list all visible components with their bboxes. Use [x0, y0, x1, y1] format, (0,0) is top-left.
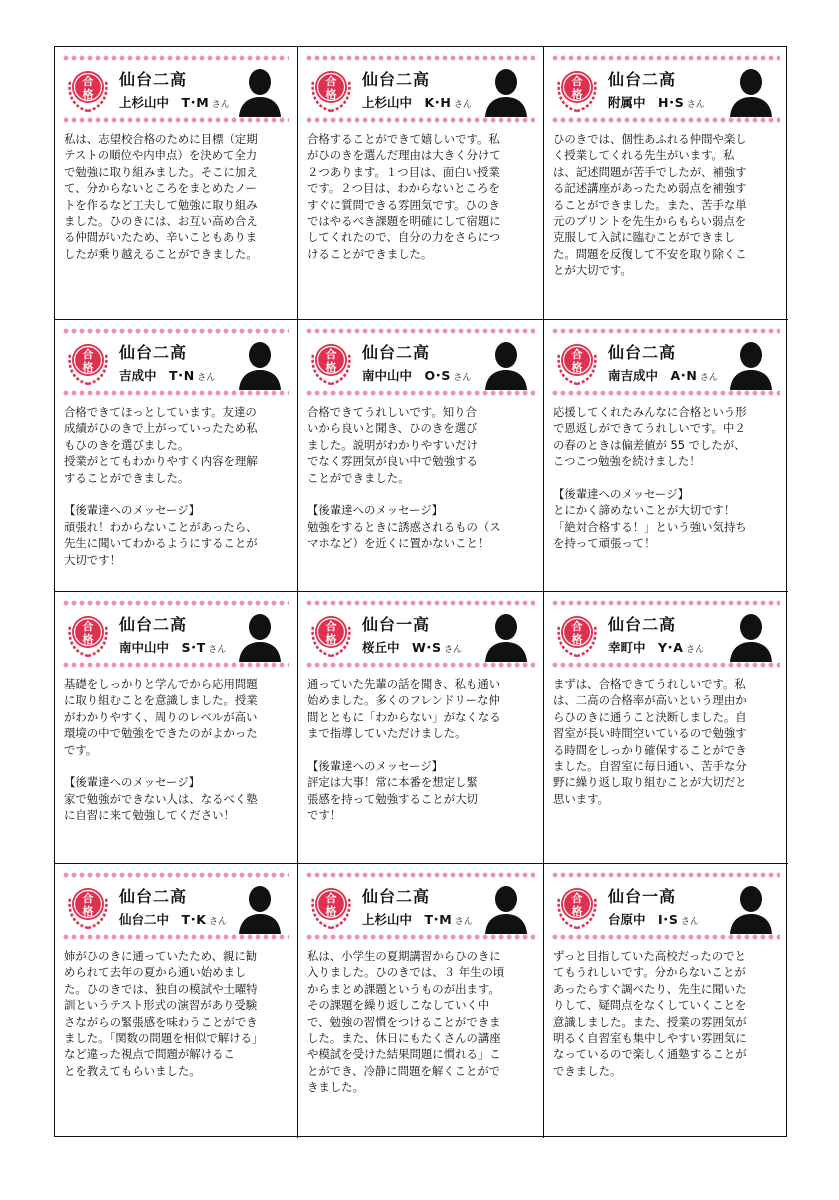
testimonial-card: [544, 864, 788, 1138]
testimonial-card: [298, 864, 544, 1138]
flower-border-bottom: [63, 117, 289, 123]
testimonial-text: 私は、志望校合格のために目標（定期 テストの順位や内申点）を決めて全力 で勉強に取り組みました。そこに加え て、分からないところをまとめたノー トを作るなど工夫して勉強に取り組み ました。ひのきには、お互い高め合え る仲間がいたため、辛いこともありま したが乗り越えることができました。: [64, 132, 258, 261]
testimonial-text: 姉がひのきに通っていたため、親に勧 められて去年の夏から通い始めまし た。ひのきでは、独自の模試や土曜特 訓というテスト形式の演習があり受験 さながらの緊張感を味わうことができ ました。「関数の問題を相似で解ける」 など違った視点で問題が解けるこ とを教えてもらいました。: [64, 949, 264, 1078]
honorific: さん: [686, 100, 705, 110]
student-label: 吉成中 T･N さん: [119, 368, 216, 383]
honorific: さん: [699, 373, 718, 383]
flower-border-top: [306, 55, 535, 61]
flower-border-top: [552, 600, 780, 606]
testimonial-grid: [54, 46, 787, 1137]
person-silhouette-icon: [728, 65, 774, 117]
pass-badge-icon: [554, 63, 600, 115]
testimonial-card: [544, 320, 788, 592]
student-label: 上杉山中 T･M さん: [362, 912, 473, 927]
card-header: [552, 55, 780, 123]
pass-badge-icon: [65, 63, 111, 115]
card-header: [63, 872, 289, 940]
honorific: さん: [453, 373, 472, 383]
student-label: 南中山中 O･S さん: [362, 368, 472, 383]
testimonial-text: 合格できてほっとしています。友達の 成績がひのきで上がっていったため私 もひのきを選びました。 授業がとてもわかりやすく内容を理解 することができました。 【後輩達へのメッセージ】 頑張れ！わからないことがあったら、 先生に聞いてわかるようにすることが 大切です！: [64, 405, 258, 567]
svg-text:合: 合: [571, 892, 583, 905]
school-name: 仙台二高: [362, 70, 431, 89]
testimonial-text: 基礎をしっかりと学んでから応用問題 に取り組むことを意識しました。授業 がわかりやすく、周りのレベルが高い 環境の中で勉強をできたのがよかった です。 【後輩達へのメッセージ】 家で勉強ができない人は、なるべく塾 に自習に来て勉強してください！: [64, 677, 258, 823]
flower-border-top: [552, 55, 780, 61]
pass-badge-icon: [554, 336, 600, 388]
school-name: 仙台二高: [362, 343, 431, 362]
card-header: [306, 872, 535, 940]
testimonial-text: 合格できてうれしいです。知り合 いから良いと聞き、ひのきを選び ました。説明がわかりやすいだけ でなく雰囲気が良い中で勉強する ことができました。 【後輩達へのメッセージ】 勉強をするときに誘惑されるもの（ス マホなど）を近くに置かないこと！: [307, 405, 501, 551]
person-silhouette-icon: [483, 882, 529, 934]
school-name: 仙台二高: [119, 343, 188, 362]
testimonial-card: [55, 592, 298, 864]
flower-border-top: [552, 872, 780, 878]
flower-border-top: [306, 328, 535, 334]
testimonial-text: まずは、合格できてうれしいです。私 は、二高の合格率が高いという理由か らひのきに通うこと決断しました。自 習室が長い時間空いているので勉強す る時間をしっかり確保することができ ました。自習室に毎日通い、苦手な分 野に繰り返し取り組むことが大切だと 思います。: [553, 677, 747, 806]
student-label: 幸町中 Y･A さん: [608, 640, 704, 655]
honorific: さん: [208, 645, 227, 655]
svg-text:格: 格: [82, 905, 94, 918]
student-label: 仙台二中 T･K さん: [119, 912, 227, 927]
testimonial-card: [55, 864, 298, 1138]
svg-text:合: 合: [82, 348, 94, 361]
card-header: [552, 600, 780, 668]
flower-border-bottom: [306, 934, 535, 940]
card-header: [306, 600, 535, 668]
honorific: さん: [444, 645, 463, 655]
flower-border-top: [552, 328, 780, 334]
testimonial-card: [55, 320, 298, 592]
svg-text:格: 格: [82, 633, 94, 646]
school-name: 仙台二高: [119, 70, 188, 89]
pass-badge-icon: [65, 880, 111, 932]
testimonial-card: [298, 592, 544, 864]
school-name: 仙台一高: [362, 615, 431, 634]
svg-text:格: 格: [571, 88, 583, 101]
svg-text:格: 格: [325, 905, 337, 918]
pass-badge-icon: [308, 608, 354, 660]
svg-text:格: 格: [571, 633, 583, 646]
flower-border-bottom: [63, 390, 289, 396]
flower-border-bottom: [552, 117, 780, 123]
flower-border-top: [63, 600, 289, 606]
honorific: さん: [453, 100, 472, 110]
person-silhouette-icon: [237, 610, 283, 662]
card-header: [63, 328, 289, 396]
student-label: 南中山中 S･T さん: [119, 640, 227, 655]
pass-badge-icon: [554, 608, 600, 660]
flower-border-bottom: [552, 934, 780, 940]
svg-text:合: 合: [571, 620, 583, 633]
person-silhouette-icon: [237, 338, 283, 390]
testimonial-text: ずっと目指していた高校だったのでと てもうれしいです。分からないことが あったらすぐ調べたり、先生に聞いた りして、疑問点をなくしていくことを 意識しました。また、授業の雰囲気が 明るく自習室も集中しやすい雰囲気に なっているので楽しく通塾することが できました。: [553, 949, 747, 1078]
svg-text:合: 合: [82, 892, 94, 905]
person-silhouette-icon: [728, 610, 774, 662]
svg-text:合: 合: [325, 348, 337, 361]
student-label: 上杉山中 K･H さん: [362, 95, 472, 110]
svg-text:格: 格: [571, 361, 583, 374]
school-name: 仙台一高: [608, 887, 677, 906]
person-silhouette-icon: [483, 610, 529, 662]
card-header: [63, 55, 289, 123]
honorific: さん: [208, 917, 227, 927]
honorific: さん: [680, 917, 699, 927]
testimonial-card: [298, 47, 544, 320]
svg-text:格: 格: [325, 361, 337, 374]
school-name: 仙台二高: [119, 887, 188, 906]
svg-text:合: 合: [325, 75, 337, 88]
testimonial-text: ひのきでは、個性あふれる仲間や楽し く授業してくれる先生がいます。私 は、記述問題が苦手でしたが、補強す る記述講座があったため弱点を補強す ることができました。また、苦手な単 元のプリントを先生からもらい弱点を 克服して入試に臨むことができまし た。問題を反復して不安を取り除くこ とが大切です。: [553, 132, 747, 278]
honorific: さん: [454, 917, 473, 927]
pass-badge-icon: [308, 63, 354, 115]
pass-badge-icon: [65, 336, 111, 388]
testimonial-text: 合格することができて嬉しいです。私 がひのきを選んだ理由は大きく分けて ２つあります。１つ目は、面白い授業 です。２つ目は、わからないところを すぐに質問できる雰囲気です。ひのき ではやるべき課題を明確にして宿題に してくれたので、自分の力をさらにつ けることができました。: [307, 132, 501, 261]
flower-border-bottom: [306, 117, 535, 123]
pass-badge-icon: [554, 880, 600, 932]
honorific: さん: [211, 100, 230, 110]
student-label: 上杉山中 T･M さん: [119, 95, 230, 110]
card-header: [552, 328, 780, 396]
person-silhouette-icon: [728, 338, 774, 390]
svg-text:合: 合: [571, 75, 583, 88]
flower-border-bottom: [306, 390, 535, 396]
school-name: 仙台二高: [362, 887, 431, 906]
student-label: 南吉成中 A･N さん: [608, 368, 718, 383]
pass-badge-icon: [308, 336, 354, 388]
svg-text:合: 合: [325, 620, 337, 633]
flower-border-top: [63, 55, 289, 61]
testimonial-text: 私は、小学生の夏期講習からひのきに 入りました。ひのきでは、３ 年生の頃 からまとめ課題というものが出ます。 その課題を繰り返しこなしていく中 で、勉強の習慣をつけることができま した。また、休日にもたくさんの講座 や模試を受けた結果問題に慣れる」こ とができ、冷静に問題を解くことがで きました。: [307, 949, 505, 1095]
flower-border-top: [63, 328, 289, 334]
person-silhouette-icon: [483, 65, 529, 117]
card-header: [306, 55, 535, 123]
flower-border-bottom: [552, 390, 780, 396]
student-label: 桜丘中 W･S さん: [362, 640, 463, 655]
testimonial-card: [55, 47, 298, 320]
honorific: さん: [197, 373, 216, 383]
svg-text:格: 格: [571, 905, 583, 918]
svg-text:合: 合: [571, 348, 583, 361]
pass-badge-icon: [308, 880, 354, 932]
school-name: 仙台二高: [608, 70, 677, 89]
school-name: 仙台二高: [608, 343, 677, 362]
svg-text:合: 合: [82, 75, 94, 88]
flower-border-top: [306, 600, 535, 606]
honorific: さん: [685, 645, 704, 655]
flower-border-bottom: [63, 662, 289, 668]
svg-text:格: 格: [325, 88, 337, 101]
flower-border-top: [63, 872, 289, 878]
person-silhouette-icon: [237, 65, 283, 117]
testimonial-text: 応援してくれたみんなに合格という形 で恩返しができてうれしいです。中２ の春のときは偏差値が 55 でしたが、 こつこつ勉強を続けました！ 【後輩達へのメッセージ】 とにかく諦めないことが大切です！ 「絶対合格する！」という強い気持ち を持って頑張って！: [553, 405, 747, 551]
card-header: [306, 328, 535, 396]
pass-badge-icon: [65, 608, 111, 660]
testimonial-card: [544, 47, 788, 320]
svg-text:格: 格: [325, 633, 337, 646]
svg-text:合: 合: [325, 892, 337, 905]
testimonial-card: [298, 320, 544, 592]
student-label: 台原中 I･S さん: [608, 912, 699, 927]
svg-text:合: 合: [82, 620, 94, 633]
flower-border-bottom: [306, 662, 535, 668]
flower-border-bottom: [552, 662, 780, 668]
testimonial-text: 通っていた先輩の話を聞き、私も通い 始めました。多くのフレンドリーな仲 間とともに「わからない」がなくなる まで指導していただけました。 【後輩達へのメッセージ】 評定は大事！常に本番を想定し緊 張感を持って勉強することが大切 です！: [307, 677, 501, 823]
person-silhouette-icon: [728, 882, 774, 934]
student-label: 附属中 H･S さん: [608, 95, 705, 110]
card-header: [552, 872, 780, 940]
testimonial-card: [544, 592, 788, 864]
person-silhouette-icon: [483, 338, 529, 390]
card-header: [63, 600, 289, 668]
svg-text:格: 格: [82, 88, 94, 101]
flower-border-bottom: [63, 934, 289, 940]
svg-text:格: 格: [82, 361, 94, 374]
school-name: 仙台二高: [608, 615, 677, 634]
person-silhouette-icon: [237, 882, 283, 934]
school-name: 仙台二高: [119, 615, 188, 634]
flower-border-top: [306, 872, 535, 878]
